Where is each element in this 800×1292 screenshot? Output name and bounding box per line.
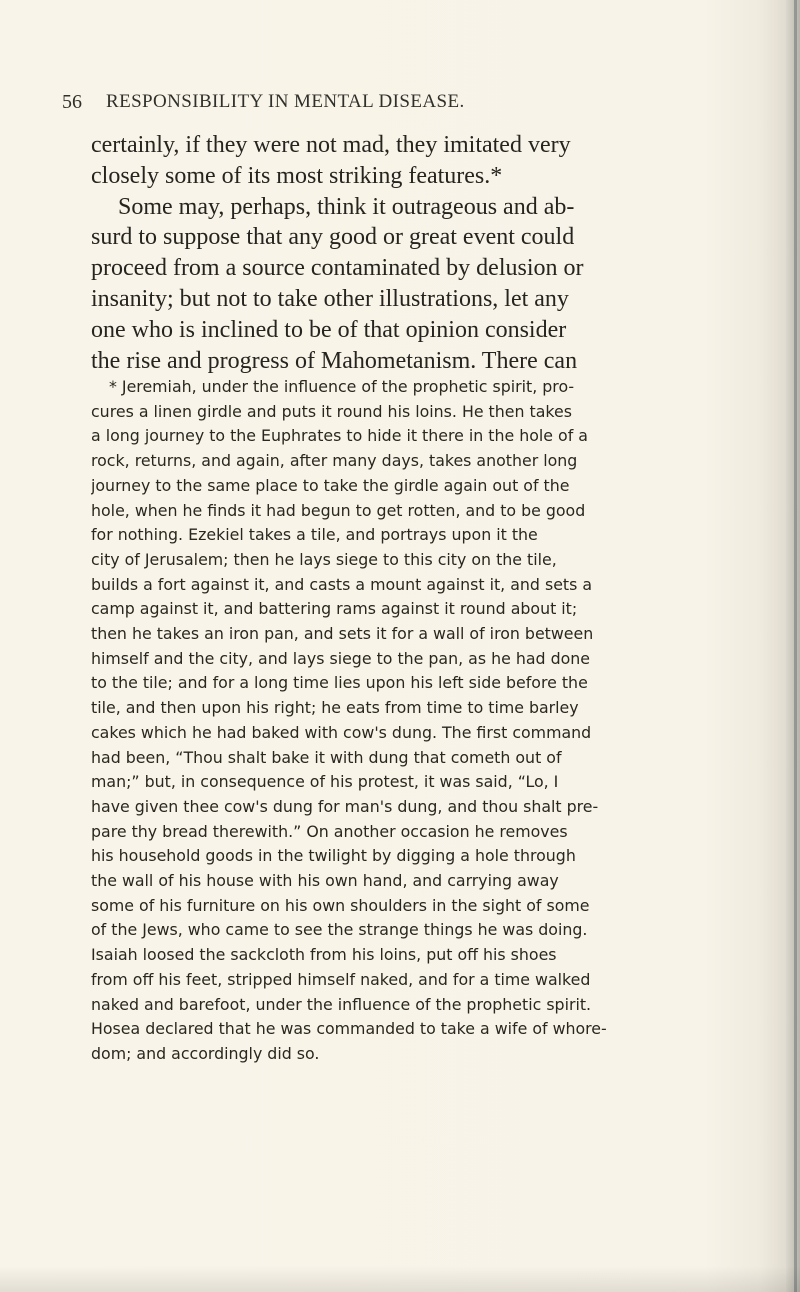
body-line-2: closely some of its most striking features.* bbox=[91, 162, 503, 189]
page-header bbox=[62, 90, 712, 114]
main-paragraph-first bbox=[91, 130, 733, 192]
footnote bbox=[91, 375, 733, 1067]
body-line-4: surd to suppose that any good or great event could bbox=[91, 224, 575, 251]
footnote-line-7: for nothing. Ezekiel takes a tile, and portrays upon it the bbox=[91, 525, 538, 545]
footnote-line-18: have given thee cow's dung for man's dung, and thou shalt pre- bbox=[91, 796, 599, 816]
body-line-8: the rise and progress of Mahometanism. There can bbox=[91, 347, 578, 374]
footnote-line-25: from off his feet, stripped himself naked, and for a time walked bbox=[91, 969, 591, 989]
body-line-1: certainly, if they were not mad, they imitated very bbox=[91, 132, 571, 158]
footnote-line-17: man;” but, in consequence of his protest, it was said, “Lo, I bbox=[91, 772, 559, 792]
footnote-line-28: dom; and accordingly did so. bbox=[91, 1043, 320, 1063]
footnote-line-3: a long journey to the Euphrates to hide it there in the hole of a bbox=[91, 426, 588, 446]
footnote-line-2: cures a linen girdle and puts it round his loins. He then takes bbox=[91, 401, 572, 421]
page-number: 56 bbox=[62, 91, 82, 113]
binding-edge-line bbox=[794, 0, 797, 1292]
footnote-line-14: tile, and then upon his right; he eats from time to time barley bbox=[91, 698, 579, 718]
footnote-line-16: had been, “Thou shalt bake it with dung that cometh out of bbox=[91, 747, 562, 767]
footnote-line-20: his household goods in the twilight by digging a hole through bbox=[91, 846, 576, 866]
footnote-line-23: of the Jews, who came to see the strange things he was doing. bbox=[91, 920, 588, 940]
footnote-line-19: pare thy bread therewith.” On another occasion he removes bbox=[91, 821, 568, 841]
footnote-line-11: then he takes an iron pan, and sets it for a wall of iron between bbox=[91, 624, 594, 644]
body-line-6: insanity; but not to take other illustrations, let any bbox=[91, 285, 569, 312]
body-line-3: Some may, perhaps, think it outrageous and ab- bbox=[118, 193, 575, 220]
footnote-line-10: camp against it, and battering rams against it round about it; bbox=[91, 599, 578, 619]
footnote-line-22: some of his furniture on his own shoulders in the sight of some bbox=[91, 895, 590, 915]
footnote-line-1: * Jeremiah, under the influence of the prophetic spirit, pro- bbox=[109, 377, 575, 396]
footnote-line-24: Isaiah loosed the sackcloth from his loins, put off his shoes bbox=[91, 945, 557, 965]
page-edge-shadow bbox=[786, 0, 800, 1292]
running-title: RESPONSIBILITY IN MENTAL DISEASE. bbox=[106, 91, 465, 112]
footnote-line-27: Hosea declared that he was commanded to take a wife of whore- bbox=[91, 1019, 607, 1039]
footnote-line-12: himself and the city, and lays siege to the pan, as he had done bbox=[91, 648, 591, 668]
main-body-text bbox=[91, 130, 733, 376]
footnote-line-6: hole, when he finds it had begun to get rotten, and to be good bbox=[91, 500, 586, 520]
footnote-line-26: naked and barefoot, under the influence of the prophetic spirit. bbox=[91, 994, 592, 1014]
footnote-line-15: cakes which he had baked with cow's dung. The first command bbox=[91, 722, 592, 742]
body-line-5: proceed from a source contaminated by delusion or bbox=[91, 255, 584, 282]
footnote-line-21: the wall of his house with his own hand, and carrying away bbox=[91, 871, 559, 891]
bottom-page-shadow bbox=[0, 1266, 800, 1292]
body-line-7: one who is inclined to be of that opinion consider bbox=[91, 316, 567, 343]
footnote-paragraph bbox=[91, 375, 733, 1067]
footnote-line-5: journey to the same place to take the girdle again out of the bbox=[91, 475, 570, 495]
footnote-line-8: city of Jerusalem; then he lays siege to this city on the tile, bbox=[91, 549, 557, 569]
footnote-line-13: to the tile; and for a long time lies upon his left side before the bbox=[91, 673, 588, 693]
footnote-line-9: builds a fort against it, and casts a mount against it, and sets a bbox=[91, 574, 593, 594]
footnote-line-4: rock, returns, and again, after many days, takes another long bbox=[91, 451, 578, 471]
main-paragraph-second bbox=[91, 192, 733, 377]
